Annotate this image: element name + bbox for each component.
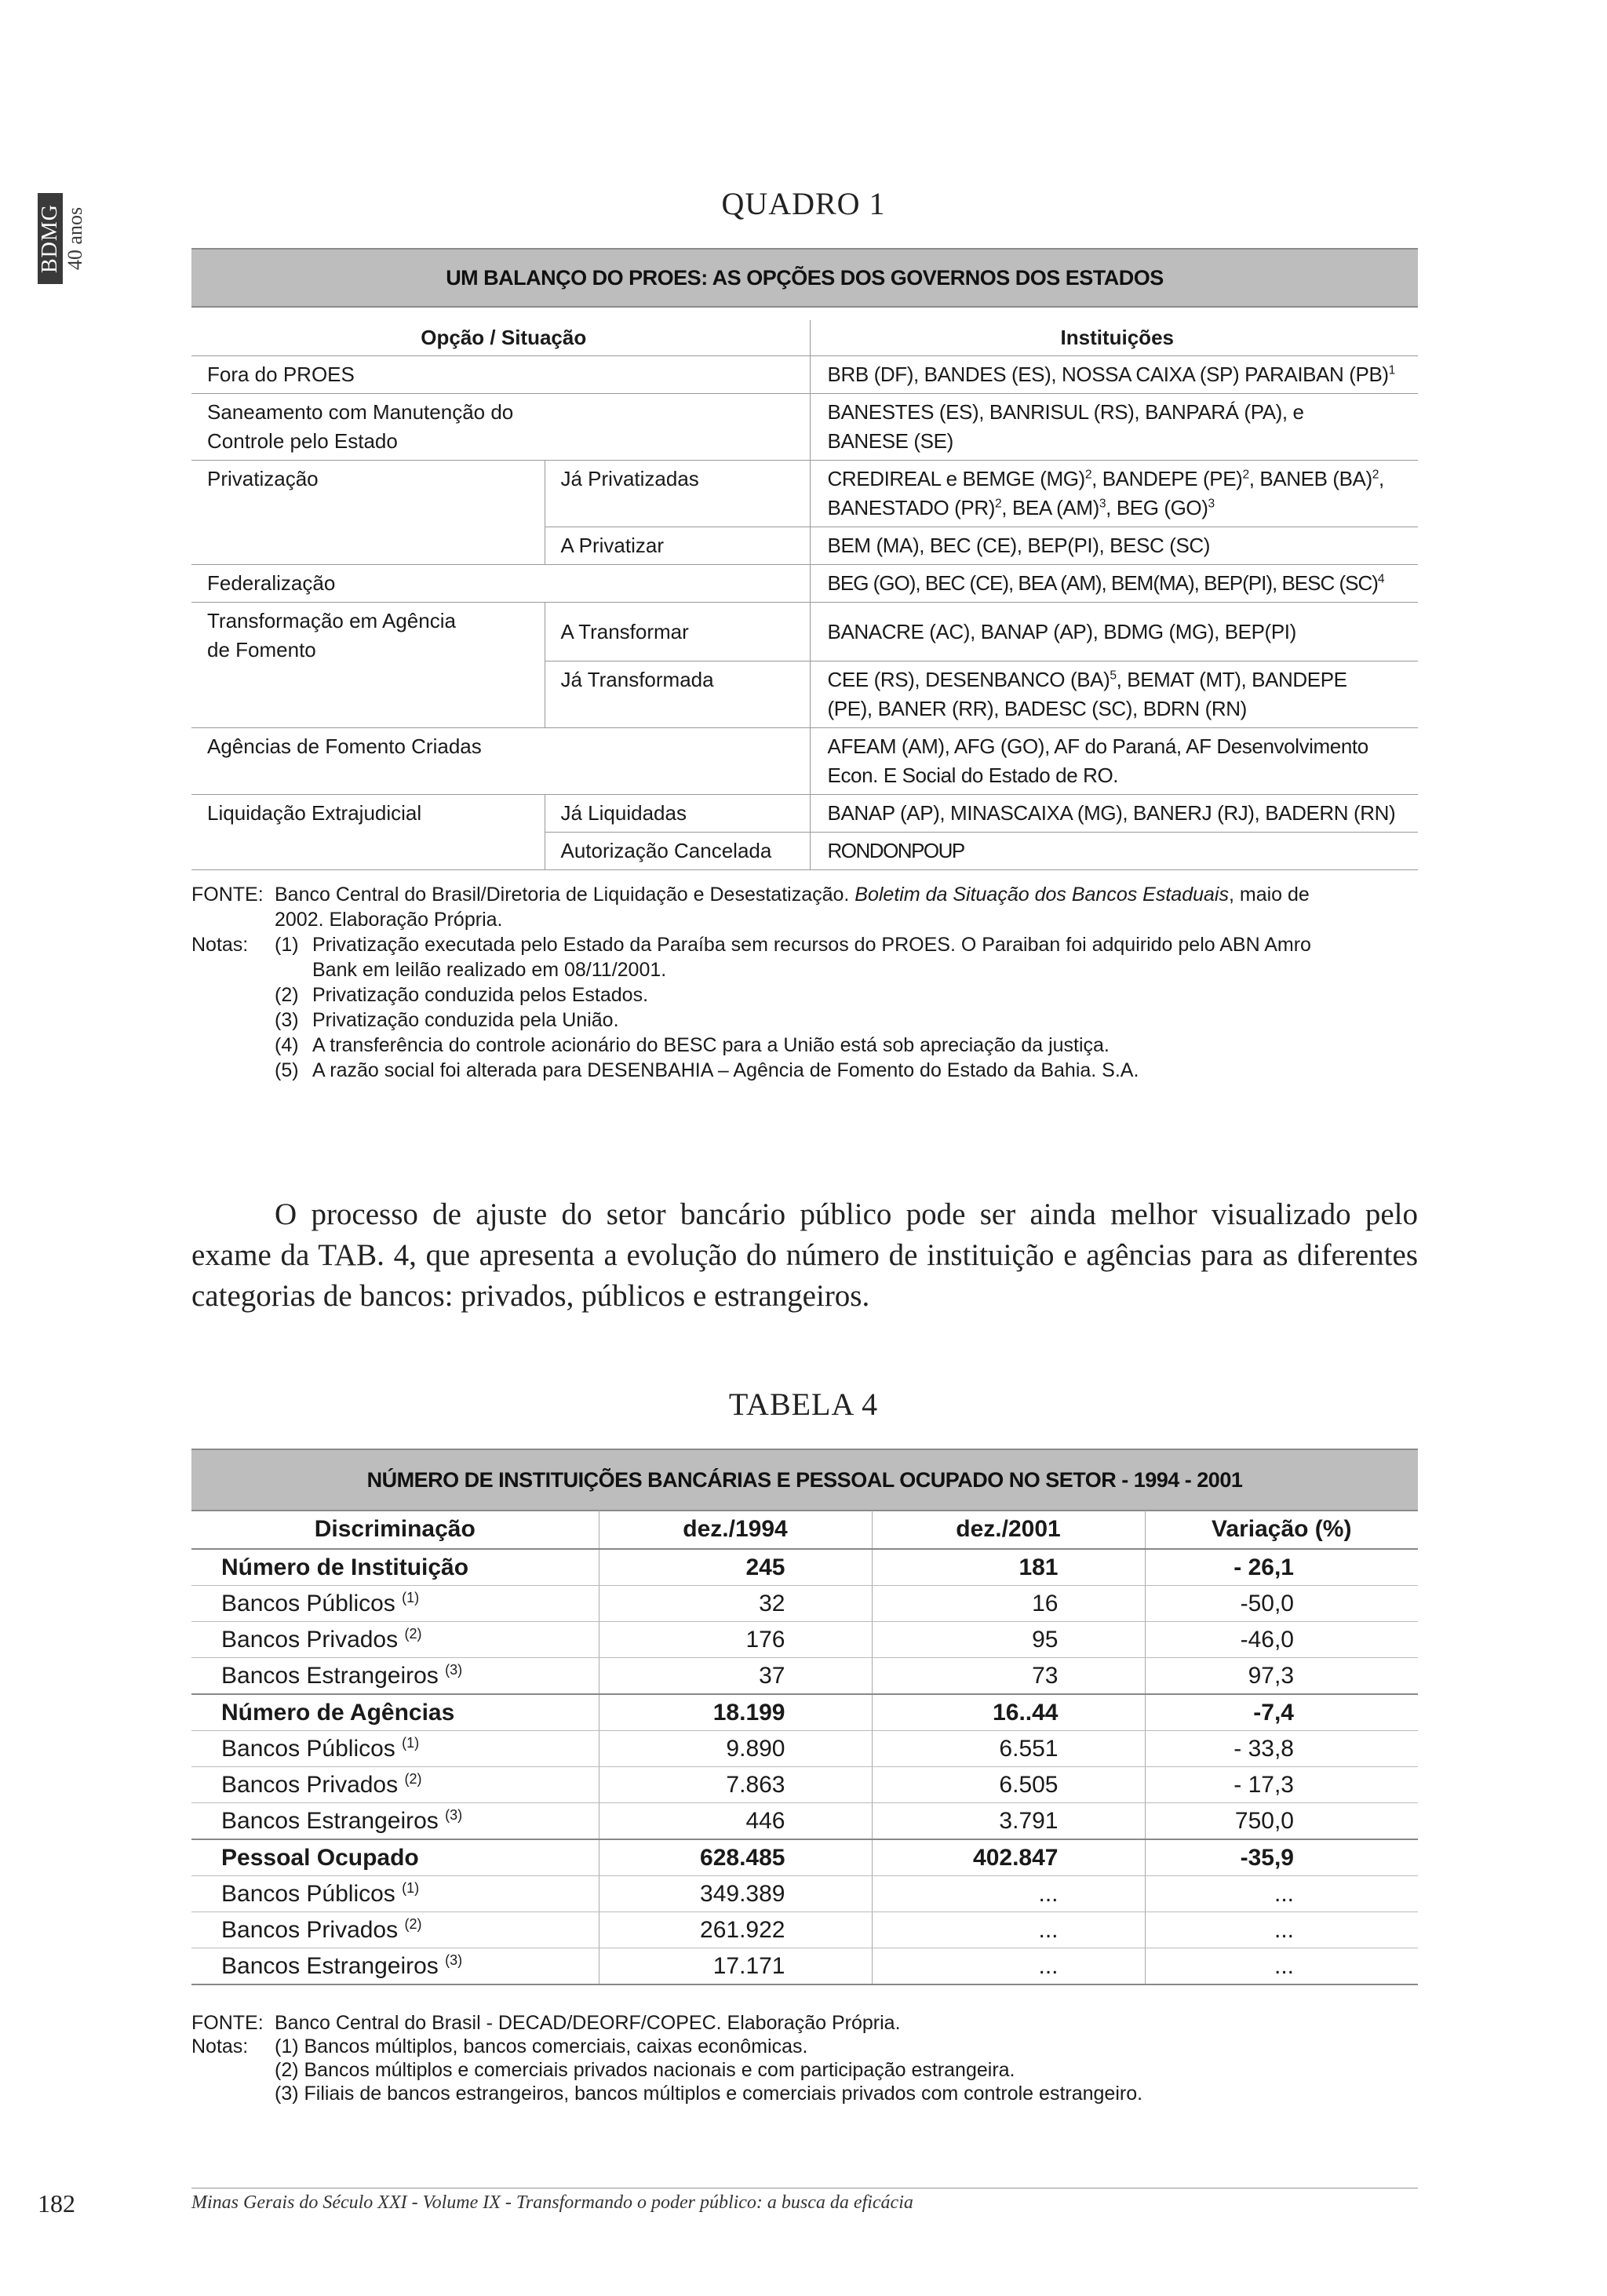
col-2001: dez./2001 [872, 1511, 1145, 1549]
fonte-text: Banco Central do Brasil - DECAD/DEORF/COPEC. Elaboração Própria. [275, 2012, 901, 2034]
row-federalizacao [191, 565, 1418, 603]
value-1994: 176 [599, 1622, 872, 1658]
situation-cell: Já Liquidadas [545, 795, 810, 833]
table-row [191, 1803, 1418, 1840]
table-row [191, 1622, 1418, 1658]
row-label: Número de Instituição [191, 1549, 599, 1586]
inst-cell: BEG (GO), BEC (CE), BEA (AM), BEM(MA), BEP(PI), BESC (SC)$^4$ [810, 565, 1418, 603]
value-2001: 73 [872, 1658, 1145, 1695]
notas-label: Notas: [191, 2035, 249, 2057]
value-2001: 3.791 [872, 1803, 1145, 1840]
note-number: (3) [275, 1009, 299, 1031]
table-header-row [191, 1511, 1418, 1549]
value-1994: 7.863 [599, 1767, 872, 1803]
quadro-notes [191, 882, 1418, 1083]
value-variacao: - 26,1 [1145, 1549, 1418, 1586]
value-variacao: -50,0 [1145, 1586, 1418, 1622]
note-number: (5) [275, 1059, 299, 1081]
notas-label: Notas: [191, 934, 249, 956]
table-row [191, 1658, 1418, 1695]
value-1994: 349.389 [599, 1876, 872, 1912]
note-number: (1) [275, 934, 299, 956]
col-discriminacao: Discriminação [191, 1511, 599, 1549]
option-cell: Transformação em Agência de Fomento [191, 603, 545, 728]
value-variacao: ... [1145, 1948, 1418, 1985]
inst-cell: CEE (RS), DESENBANCO (BA)$^5$, BEMAT (MT), BANDEPE (PE), BANER (RR), BADESC (SC), BDRN (RN) [810, 661, 1418, 728]
table-row [191, 1586, 1418, 1622]
fonte-text-2: 2002. Elaboração Própria. [275, 909, 503, 931]
table-row [191, 1549, 1418, 1586]
quadro-caption: QUADRO 1 [721, 186, 886, 221]
value-1994: 9.890 [599, 1731, 872, 1767]
value-2001: 95 [872, 1622, 1145, 1658]
option-cell: Liquidação Extrajudicial [191, 795, 545, 870]
row-label: Bancos Privados $^{(2)}$ [191, 1622, 599, 1658]
value-1994: 18.199 [599, 1694, 872, 1731]
value-2001: 16 [872, 1586, 1145, 1622]
note-text: (3) Filiais de bancos estrangeiros, bancos múltiplos e comerciais privados com controle estrangeiro. [275, 2083, 1143, 2105]
note-text: (2) Bancos múltiplos e comerciais privados nacionais e com participação estrangeira. [275, 2059, 1015, 2081]
note-number: (4) [275, 1034, 299, 1056]
table-row [191, 1876, 1418, 1912]
row-label: Bancos Estrangeiros $^{(3)}$ [191, 1658, 599, 1695]
col-variacao: Variação (%) [1145, 1511, 1418, 1549]
value-2001: 16..44 [872, 1694, 1145, 1731]
value-variacao: -46,0 [1145, 1622, 1418, 1658]
table-row [191, 1731, 1418, 1767]
table-row [191, 1694, 1418, 1731]
row-label: Bancos Estrangeiros $^{(3)}$ [191, 1803, 599, 1840]
inst-cell: BEM (MA), BEC (CE), BEP(PI), BESC (SC) [810, 527, 1418, 565]
row-label: Pessoal Ocupado [191, 1839, 599, 1876]
situation-cell: Já Transformada [545, 661, 810, 728]
row-privatizacao [191, 461, 1418, 527]
value-2001: ... [872, 1948, 1145, 1985]
value-1994: 446 [599, 1803, 872, 1840]
row-label: Bancos Privados $^{(2)}$ [191, 1912, 599, 1948]
row-label: Bancos Privados $^{(2)}$ [191, 1767, 599, 1803]
quadro-title: UM BALANÇO DO PROES: AS OPÇÕES DOS GOVERNOS DOS ESTADOS [191, 248, 1418, 308]
option-cell: Agências de Fomento Criadas [191, 728, 810, 795]
inst-cell: AFEAM (AM), AFG (GO), AF do Paraná, AF Desenvolvimento Econ. E Social do Estado de RO. [810, 728, 1418, 795]
inst-cell: BANACRE (AC), BANAP (AP), BDMG (MG), BEP(PI) [810, 603, 1418, 661]
page-number: 182 [38, 2189, 75, 2218]
col-1994: dez./1994 [599, 1511, 872, 1549]
tabela-notes [191, 2011, 1418, 2105]
value-1994: 37 [599, 1658, 872, 1695]
option-cell: Fora do PROES [191, 356, 810, 394]
fonte-text: Banco Central do Brasil/Diretoria de Liquidação e Desestatização. Boletim da Situação dos Bancos Estaduais, maio de [275, 884, 1310, 906]
value-2001: 402.847 [872, 1839, 1145, 1876]
value-2001: 181 [872, 1549, 1145, 1586]
row-label: Bancos Públicos $^{(1)}$ [191, 1876, 599, 1912]
tabela-table [191, 1511, 1418, 1985]
value-variacao: ... [1145, 1876, 1418, 1912]
situation-cell: Já Privatizadas [545, 461, 810, 527]
table-row [191, 1767, 1418, 1803]
value-variacao: -7,4 [1145, 1694, 1418, 1731]
note-text: A razão social foi alterada para DESENBAHIA – Agência de Fomento do Estado da Bahia. S.A. [312, 1059, 1139, 1081]
value-variacao: - 33,8 [1145, 1731, 1418, 1767]
inst-cell: CREDIREAL e BEMGE (MG)$^2$, BANDEPE (PE)$^2$, BANEB (BA)$^2$, BANESTADO (PR)$^2$, BEA (AM)$^3$, BEG (GO)$^3$ [810, 461, 1418, 527]
option-cell: Federalização [191, 565, 810, 603]
value-variacao: - 17,3 [1145, 1767, 1418, 1803]
inst-cell: BRB (DF), BANDES (ES), NOSSA CAIXA (SP) PARAIBAN (PB)$^1$ [810, 356, 1418, 394]
value-variacao: ... [1145, 1912, 1418, 1948]
value-1994: 628.485 [599, 1839, 872, 1876]
situation-cell: A Transformar [545, 603, 810, 661]
row-label: Número de Agências [191, 1694, 599, 1731]
note-number: (2) [275, 984, 299, 1006]
row-saneamento [191, 394, 1418, 461]
row-liquidacao [191, 795, 1418, 833]
quadro-table [191, 320, 1418, 870]
situation-cell: Autorização Cancelada [545, 833, 810, 870]
note-text: Bank em leilão realizado em 08/11/2001. [312, 959, 667, 981]
inst-cell: RONDONPOUP [810, 833, 1418, 870]
logo-subtitle: 40 anos [64, 206, 86, 271]
header-option: Opção / Situação [191, 320, 810, 356]
table-row [191, 1839, 1418, 1876]
value-variacao: 750,0 [1145, 1803, 1418, 1840]
inst-cell: BANESTES (ES), BANRISUL (RS), BANPARÁ (PA), e BANESE (SE) [810, 394, 1418, 461]
value-2001: ... [872, 1912, 1145, 1948]
situation-cell: A Privatizar [545, 527, 810, 565]
row-transformacao [191, 603, 1418, 661]
option-cell: Privatização [191, 461, 545, 565]
note-text: A transferência do controle acionário do BESC para a União está sob apreciação da justiça. [312, 1034, 1110, 1056]
note-text: (1) Bancos múltiplos, bancos comerciais, caixas econômicas. [275, 2035, 808, 2057]
logo-brand: BDMG [38, 203, 62, 274]
header-institutions: Instituições [810, 320, 1418, 356]
value-1994: 32 [599, 1586, 872, 1622]
table-row [191, 1912, 1418, 1948]
value-variacao: -35,9 [1145, 1839, 1418, 1876]
row-label: Bancos Estrangeiros $^{(3)}$ [191, 1948, 599, 1985]
value-2001: ... [872, 1876, 1145, 1912]
inst-cell: BANAP (AP), MINASCAIXA (MG), BANERJ (RJ), BADERN (RN) [810, 795, 1418, 833]
note-text: Privatização conduzida pela União. [312, 1009, 619, 1031]
row-label: Bancos Públicos $^{(1)}$ [191, 1586, 599, 1622]
value-2001: 6.505 [872, 1767, 1145, 1803]
option-cell: Saneamento com Manutenção do Controle pelo Estado [191, 394, 810, 461]
value-1994: 245 [599, 1549, 872, 1586]
paragraph-text: O processo de ajuste do setor bancário público pode ser ainda melhor visualizado pelo exame da TAB. 4, que apresenta a evolução do número de instituição e agências para as diferentes categorias de bancos: privados, públicos e estrangeiros. [191, 1197, 1418, 1313]
row-fora [191, 356, 1418, 394]
value-variacao: 97,3 [1145, 1658, 1418, 1695]
note-text: Privatização executada pelo Estado da Paraíba sem recursos do PROES. O Paraiban foi adquirido pelo ABN Amro [312, 934, 1311, 956]
tabela-title: NÚMERO DE INSTITUIÇÕES BANCÁRIAS E PESSOAL OCUPADO NO SETOR - 1994 - 2001 [191, 1449, 1418, 1511]
note-text: Privatização conduzida pelos Estados. [312, 984, 649, 1006]
table-row [191, 1948, 1418, 1985]
body-paragraph [191, 1194, 1418, 1317]
value-1994: 17.171 [599, 1948, 872, 1985]
value-2001: 6.551 [872, 1731, 1145, 1767]
row-agencias [191, 728, 1418, 795]
fonte-label: FONTE: [191, 884, 264, 906]
value-1994: 261.922 [599, 1912, 872, 1948]
fonte-label: FONTE: [191, 2012, 264, 2034]
running-title: Minas Gerais do Século XXI - Volume IX - Transformando o poder público: a busca da eficácia [191, 2192, 913, 2213]
row-label: Bancos Públicos $^{(1)}$ [191, 1731, 599, 1767]
tabela-caption: TABELA 4 [728, 1387, 879, 1422]
